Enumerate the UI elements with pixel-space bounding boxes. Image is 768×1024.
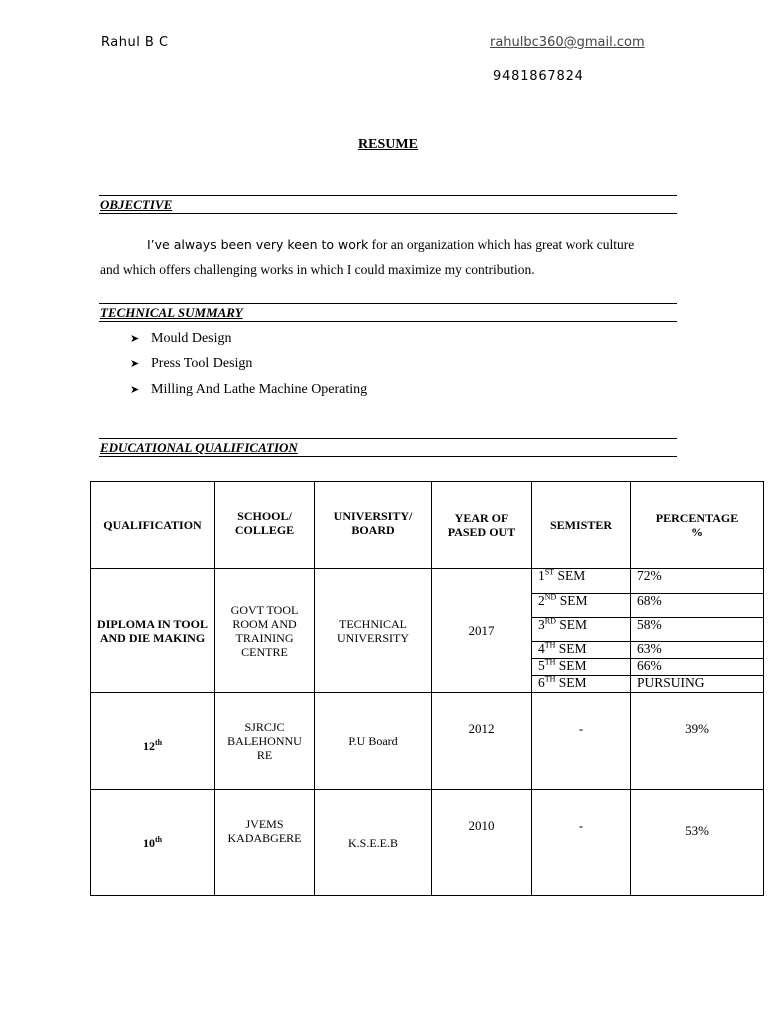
- percentage-cell: PURSUING: [636, 674, 705, 690]
- percentage-cell: 39%: [631, 693, 764, 790]
- list-item-label: Mould Design: [151, 331, 232, 346]
- list-item-label: Milling And Lathe Machine Operating: [151, 382, 368, 397]
- education-table: [90, 481, 764, 896]
- table-header-row: [91, 482, 764, 569]
- semester-row: [532, 658, 763, 675]
- year-cell: 2017: [432, 569, 532, 693]
- semester-row: [532, 617, 763, 641]
- percentage-cell: 68%: [630, 593, 763, 617]
- semester-cell: -: [532, 790, 631, 896]
- board-cell: P.U Board: [315, 693, 432, 790]
- semester-row: [532, 569, 763, 593]
- percentage-cell: 72%: [630, 569, 763, 593]
- technical-summary-heading-bar: [99, 303, 677, 322]
- school-cell: JVEMS KADABGERE: [215, 790, 315, 896]
- table-row: [91, 693, 764, 790]
- school-cell: SJRCJC BALEHONNU RE: [215, 693, 315, 790]
- objective-text-line1: [147, 237, 634, 253]
- percentage-cell: 63%: [630, 641, 763, 658]
- email-link[interactable]: rahulbc360@gmail.com: [490, 35, 645, 50]
- semester-cell: 6TH SEM: [532, 675, 630, 692]
- objective-text-line2: and which offers challenging works in which I could maximize my contribution.: [100, 262, 535, 277]
- semester-subtable-cell: [532, 569, 764, 693]
- semester-cell: -: [532, 693, 631, 790]
- arrow-bullet-icon: ➤: [130, 358, 140, 370]
- resume-title: RESUME: [358, 137, 418, 152]
- semester-cell: 3RD SEM: [532, 617, 630, 641]
- column-header: SEMISTER: [532, 482, 631, 569]
- semester-row: [532, 675, 763, 692]
- column-header: PERCENTAGE %: [631, 482, 764, 569]
- qualification-cell: DIPLOMA IN TOOL AND DIE MAKING: [91, 569, 215, 693]
- semester-cell: 5TH SEM: [532, 658, 630, 675]
- column-header: SCHOOL/ COLLEGE: [215, 482, 315, 569]
- semester-cell: 2ND SEM: [532, 593, 630, 617]
- table-row: [91, 790, 764, 896]
- percentage-cell: 53%: [631, 790, 764, 896]
- board-cell: TECHNICAL UNIVERSITY: [315, 569, 432, 693]
- school-cell: GOVT TOOL ROOM AND TRAINING CENTRE: [215, 569, 315, 693]
- arrow-bullet-icon: ➤: [130, 333, 140, 345]
- semester-subtable: [532, 569, 763, 692]
- list-item: [130, 382, 367, 398]
- percentage-cell: 66%: [630, 658, 763, 675]
- arrow-bullet-icon: ➤: [130, 384, 140, 396]
- year-cell: 2012: [432, 693, 532, 790]
- qualification-cell: 12th: [91, 693, 215, 790]
- column-header: UNIVERSITY/ BOARD: [315, 482, 432, 569]
- education-heading: EDUCATIONAL QUALIFICATION: [100, 440, 298, 455]
- phone-number: 9481867824: [493, 69, 584, 84]
- year-cell: 2010: [432, 790, 532, 896]
- objective-heading-bar: [99, 195, 677, 214]
- objective-text-part2: for an organization which has great work culture: [368, 237, 635, 252]
- list-item: [130, 331, 232, 347]
- semester-cell: 4TH SEM: [532, 641, 630, 658]
- objective-heading: OBJECTIVE: [100, 197, 173, 212]
- percentage-cell: 58%: [630, 617, 763, 641]
- candidate-name: Rahul B C: [101, 35, 169, 50]
- semester-cell: 1ST SEM: [532, 569, 630, 593]
- column-header: QUALIFICATION: [91, 482, 215, 569]
- table-row: [91, 569, 764, 693]
- education-heading-bar: [99, 438, 677, 457]
- objective-text-part1: I’ve always been very keen to work: [147, 237, 369, 252]
- list-item-label: Press Tool Design: [151, 356, 253, 371]
- list-item: [130, 356, 252, 372]
- semester-row: [532, 593, 763, 617]
- board-cell: K.S.E.E.B: [315, 790, 432, 896]
- column-header: YEAR OF PASED OUT: [432, 482, 532, 569]
- semester-row: [532, 641, 763, 658]
- qualification-cell: 10th: [91, 790, 215, 896]
- technical-summary-heading: TECHNICAL SUMMARY: [100, 305, 243, 320]
